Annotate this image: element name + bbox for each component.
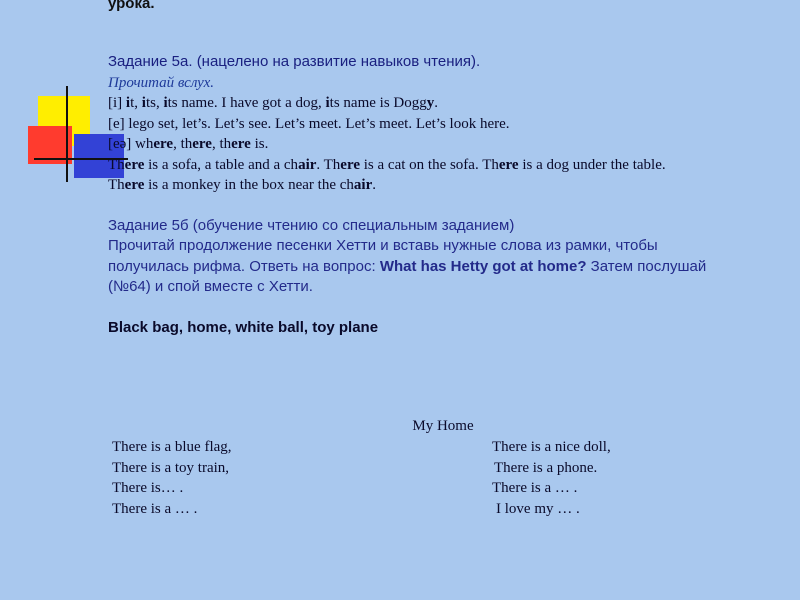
task-5a-instruction: Прочитай вслух. <box>108 74 215 91</box>
poem-line: There is a nice doll, <box>492 439 611 455</box>
poem-line: There is a … . <box>492 480 578 496</box>
lesson-text <box>108 0 798 338</box>
task-5b-line-3: (№64) и спой вместе с Хетти. <box>108 278 313 295</box>
poem-line: There is a blue flag, <box>112 439 232 455</box>
phonics-sentence-1: There is a sofa, a table and a chair. There is a cat on the sofa. There is a dog under the table. <box>108 156 666 173</box>
phonics-line-ea: [eə] where, there, there is. <box>108 136 269 152</box>
poem-line: There is a toy train, <box>112 459 230 476</box>
word-box: Black bag, home, white ball, toy plane <box>108 318 379 336</box>
poem-title: My Home <box>412 418 474 434</box>
task-5a-heading: Задание 5а. (нацелено на развитие навыков чтения). <box>108 53 481 70</box>
task-5b-line-1: Прочитай продолжение песенки Хетти и вставь нужные слова из рамки, чтобы <box>108 237 658 254</box>
poem-line: I love my … . <box>496 500 580 517</box>
poem-line: There is a phone. <box>494 459 598 476</box>
cut-off-line: урока. <box>108 0 155 12</box>
phonics-line-e: [e] lego set, let’s. Let’s see. Let’s meet. Let’s meet. Let’s look here. <box>108 115 510 132</box>
poem-right-column <box>492 437 611 519</box>
task-5b-heading: Задание 5б (обучение чтению со специальным заданием) <box>108 216 515 234</box>
poem-line: There is… . <box>112 480 184 496</box>
task-5b <box>108 216 798 298</box>
poem-left-column <box>112 437 232 519</box>
task-5b-line-2: получилась рифма. Ответь на вопрос: What has Hetty got at home? Затем послушай <box>108 257 707 275</box>
task-5a <box>108 52 798 196</box>
phonics-line-i: [i] it, its, its name. I have got a dog, its name is Doggy. <box>108 95 438 111</box>
poem-line: There is a … . <box>112 500 198 517</box>
phonics-sentence-2: There is a monkey in the box near the chair. <box>108 177 376 193</box>
vertical-line <box>66 86 68 182</box>
